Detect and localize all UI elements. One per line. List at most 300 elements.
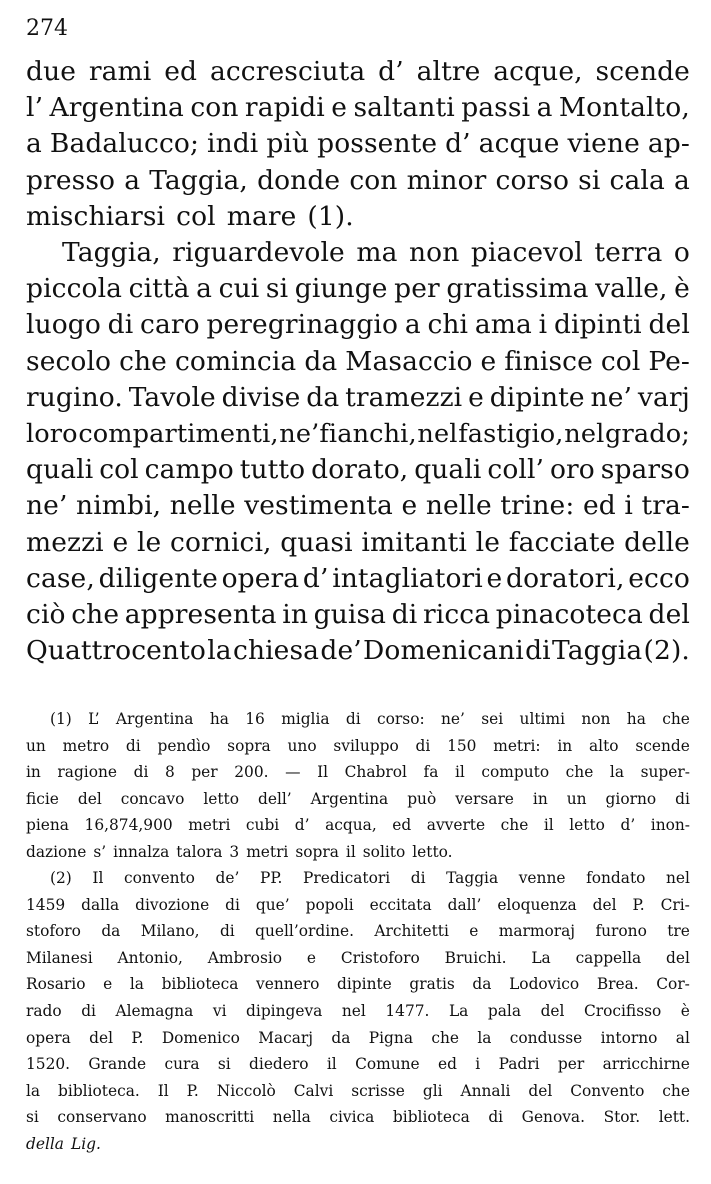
word: vestimenta [244,490,393,522]
word: non [581,710,611,728]
word: ragione [57,763,118,782]
word: 1520. [26,1055,71,1074]
word: che [71,599,120,631]
word: popoli [305,895,354,914]
word: o [673,237,690,269]
word: è [680,1002,690,1021]
word: rami [88,56,152,87]
word: di [133,763,149,782]
word: Chabrol [344,763,407,782]
word: nella [272,1108,311,1127]
word: sei [481,710,504,728]
word: Argentina [115,710,194,728]
word: donde [257,164,341,196]
word: Argentina [310,789,389,808]
text-line [26,235,690,271]
word: innalza [113,842,170,861]
word: furono [595,922,647,941]
word: (2) [50,869,72,888]
footnote-line [26,945,690,972]
word: P. [632,895,645,914]
word: talora [176,842,223,861]
word: i [475,1055,481,1074]
word: ne’ [590,381,633,413]
word: e [103,975,113,994]
word: di [219,922,235,941]
word: sopra [227,736,271,755]
word: a [196,273,213,305]
word: che [500,816,529,835]
text-line [26,416,690,452]
word: si [26,1108,39,1127]
word: scende [595,56,690,87]
word: loro [26,419,78,450]
word: di [525,635,551,667]
word: — [285,763,301,782]
word: divozione [135,895,210,914]
word: scrisse [351,1081,405,1100]
word: civica [329,1108,375,1127]
footnote-line [26,1051,690,1078]
word: di [125,736,141,755]
word: che [662,710,690,728]
word: saltanti [353,92,455,124]
word: piena [26,816,69,835]
word: Architetti [374,922,449,941]
word: eccitata [369,895,432,914]
word: accresciuta [209,56,366,87]
word: piccola [26,273,123,305]
word: le [136,526,162,558]
word: (1). [307,200,354,232]
word: che [565,763,594,782]
word: di [410,869,426,888]
word: di [488,1108,504,1127]
word: si [265,273,289,305]
word: Predicatori [303,869,391,888]
word: varj [637,381,690,413]
word: corso: [377,710,425,728]
word: Cri- [660,895,690,914]
text-line [26,452,690,488]
word: mare [226,200,297,232]
word: i [538,309,548,341]
word: scende [635,736,690,755]
word: Crocifisso [583,1002,662,1021]
word: e [401,490,418,522]
word: ed [437,1055,457,1074]
main-text [26,54,690,669]
word: in [557,736,573,755]
word: dipinti [553,309,642,341]
word: divise [221,381,301,413]
word: Cor- [656,975,690,994]
word: Comune [355,1055,420,1074]
word: tre [667,922,690,941]
word: peregrinaggio [206,309,399,341]
word: biblioteca. [58,1081,140,1100]
word: si [217,1055,231,1074]
word: ap- [647,128,690,160]
word: città [128,273,190,305]
word: cura [164,1055,200,1074]
word: e [112,526,129,558]
word: ciò [26,599,66,631]
word: che [119,345,167,377]
word: coll’ [487,454,545,486]
word: giunge [294,273,388,305]
word: in [282,599,309,631]
word: acque, [493,56,583,87]
word: diedero [249,1055,309,1074]
footnote-line [26,971,690,998]
word: metri: [493,736,541,755]
word: di [345,710,361,728]
word: Ambrosio [207,948,283,967]
word: ricca [423,599,491,631]
word: ma [356,237,398,269]
word: piacevol [470,237,583,269]
word: condusse [509,1028,583,1047]
word: che [431,1028,459,1047]
word: P. [131,1028,144,1047]
word: nel [666,869,690,888]
footnote-line [26,1025,690,1052]
word: 16,874,900 [84,816,173,835]
word: col [600,345,641,377]
word: altre [416,56,481,87]
footnote-line [26,706,690,733]
word: secolo [26,345,112,377]
word: rapidi [244,92,325,124]
word: l’ [26,92,44,124]
word: di [225,895,240,914]
word: al [675,1028,690,1047]
word: diligente [98,562,218,594]
word: Quattrocento [26,635,206,667]
word: dazione [26,842,87,861]
word: un [26,736,46,755]
word: la [129,975,144,994]
word: il [345,842,356,861]
word: con [349,164,398,196]
word: solito [362,842,406,861]
footnote-line [26,759,690,786]
word: rado [26,1002,62,1021]
word: del [528,1081,553,1100]
word: dalla [81,895,120,914]
word: marmoraj [498,922,576,941]
word: il [454,763,465,782]
word: da [101,922,121,941]
word: da [304,345,338,377]
word: metri [188,816,231,835]
word: opera [221,562,300,594]
text-line [26,561,690,597]
word: per [191,763,218,782]
word: 1477. [385,1002,430,1021]
word: Il [157,1081,169,1100]
word: Calvi [293,1081,334,1100]
word: e [306,948,316,967]
word: la [207,635,232,667]
word: chiesa [233,635,320,667]
word: d’ [378,56,404,87]
word: può [407,789,437,808]
text-line [26,488,690,524]
word: s’ [93,842,107,861]
word: comincia [174,345,297,377]
text-line [26,525,690,561]
word: indi [207,128,259,160]
word: L’ [88,710,100,728]
text-line [26,380,690,416]
word: lett. [658,1108,690,1127]
word: Stor. [603,1108,641,1127]
word: conservano [57,1108,147,1127]
word: versare [455,789,514,808]
word: biblioteca [392,1108,470,1127]
word: gli [422,1081,443,1100]
word: cappella [575,948,642,967]
word: La [531,948,551,967]
word: per [557,1055,585,1074]
word: ed [164,56,198,87]
word: a [124,164,141,196]
word: chi [427,309,469,341]
word: appresenta [124,599,277,631]
word: facciate [508,526,616,558]
word: de’ [320,635,362,667]
word: ed [582,490,616,522]
text-line [26,54,690,90]
word: in [532,789,548,808]
word: tramezzi [345,381,463,413]
word: Bruichi. [444,948,507,967]
word: cui [218,273,260,305]
word: possente [317,128,438,160]
word: uno [287,736,317,755]
word: tra- [641,490,690,522]
text-line [26,633,690,669]
word: concavo [120,789,185,808]
word: sviluppo [333,736,399,755]
word: opera [26,1028,71,1047]
word: compartimenti, [78,419,279,450]
word: del [666,948,690,967]
word: e [331,92,348,124]
word: nel [341,1002,366,1021]
word: nelle [169,490,236,522]
word: guisa [313,599,387,631]
word: biblioteca [161,975,239,994]
word: il [326,1055,337,1074]
word: quali [414,454,482,486]
word: Lodovico [509,975,580,994]
word: d’ [620,816,636,835]
word: di [107,309,134,341]
word: metro [62,736,110,755]
word: ed [392,816,412,835]
word: a [536,92,553,124]
word: col [99,454,139,486]
word: di [81,1002,96,1021]
word: del [648,599,690,631]
word: di [675,789,690,808]
word: Montalto, [558,92,690,124]
word: avverte [426,816,486,835]
word: ha [626,710,646,728]
word: Grande [88,1055,147,1074]
word: due [26,56,77,87]
word: la [609,763,624,782]
word: 150 [447,736,477,755]
word: Taggia [446,869,499,888]
text-line [26,163,690,199]
word: imitanti [361,526,467,558]
word: convento [123,869,195,888]
word: de’ [215,869,240,888]
word: vennero [256,975,320,994]
word: Milanesi [26,948,93,967]
word: finisce [504,345,593,377]
footnote-line [26,918,690,945]
word: dorato, [311,454,409,486]
word: dall’ [447,895,482,914]
word: 8 [164,763,175,782]
word: luogo [26,309,101,341]
word: del [77,789,102,808]
word: oro [549,454,595,486]
word: e [469,922,479,941]
page-number: 274 [26,16,68,41]
word: ne’fianchi, [279,419,417,450]
footnote-line [26,1078,690,1105]
word: cornici, [170,526,272,558]
word: eloquenza [497,895,577,914]
text-line [26,307,690,343]
word: nimbi, [76,490,162,522]
word: col [176,200,216,232]
word: Annali [460,1081,511,1100]
word: Convento [570,1081,645,1100]
word: super- [640,763,690,782]
word: ecco [628,562,690,594]
word: nel [417,419,458,450]
word: Taggia, [62,237,161,269]
text-line [26,199,690,235]
text-line [26,344,690,380]
word: ultimi [519,710,565,728]
word: case, [26,562,95,594]
word: alto [589,736,619,755]
word: nelle [425,490,492,522]
word: 200. [234,763,269,782]
word: a [673,164,690,196]
word: acque [478,128,560,160]
word: non [409,237,460,269]
word: i [624,490,633,522]
word: e [468,381,484,413]
word: Il [317,763,329,782]
word: del [89,1028,113,1047]
word: rugino. [26,381,123,413]
word: gratis [409,975,455,994]
word: di [415,736,431,755]
word: fa [423,763,439,782]
word: con [190,92,239,124]
text-line [26,90,690,126]
word: letto [203,789,239,808]
word: il [543,816,554,835]
word: pinacoteca [495,599,643,631]
word: quell’ordine. [255,922,355,941]
word: PP. [259,869,283,888]
word: che [662,1081,690,1100]
word: P. [186,1081,199,1100]
word: ne’ [26,490,68,522]
word: cala [609,164,665,196]
word: doratori, [506,562,625,594]
word: fondato [586,869,646,888]
footnote-line [26,1104,690,1131]
word: Rosario [26,975,86,994]
word: da [331,1028,351,1047]
word: Argentina [49,92,184,124]
word: terra [594,237,663,269]
footnote-line [26,812,690,839]
word: Niccolò [216,1081,276,1100]
footnote-line [26,1131,690,1158]
word: e [480,345,497,377]
word: 16 [245,710,265,728]
footnote-line [26,865,690,892]
word: è [674,273,690,305]
word: Domenico [161,1028,240,1047]
word: Taggia, [149,164,248,196]
word: Macarj [258,1028,314,1047]
word: arricchirne [602,1055,690,1074]
word: si [578,164,601,196]
word: Brea. [596,975,639,994]
word: caro [140,309,200,341]
text-line [26,126,690,162]
word: la [477,1028,492,1047]
word: pendìo [157,736,211,755]
word: sparso [600,454,690,486]
word: mischiarsi [26,200,166,232]
word: della [26,1134,64,1153]
word: a [404,309,421,341]
word: intagliatori [332,562,483,594]
word: intorno [600,1028,658,1047]
word: Lig. [70,1134,101,1153]
word: Il [92,869,104,888]
word: ficie [26,789,59,808]
word: giorno [605,789,657,808]
word: Cristoforo [340,948,420,967]
word: viene [567,128,640,160]
word: d’ [302,562,329,594]
word: del [592,895,617,914]
word: trine: [500,490,575,522]
word: Taggia [552,635,643,667]
text-line [26,271,690,307]
word: fastigio, [458,419,564,450]
word: letto. [412,842,453,861]
word: vi [212,1002,227,1021]
word: Domenicani [363,635,524,667]
